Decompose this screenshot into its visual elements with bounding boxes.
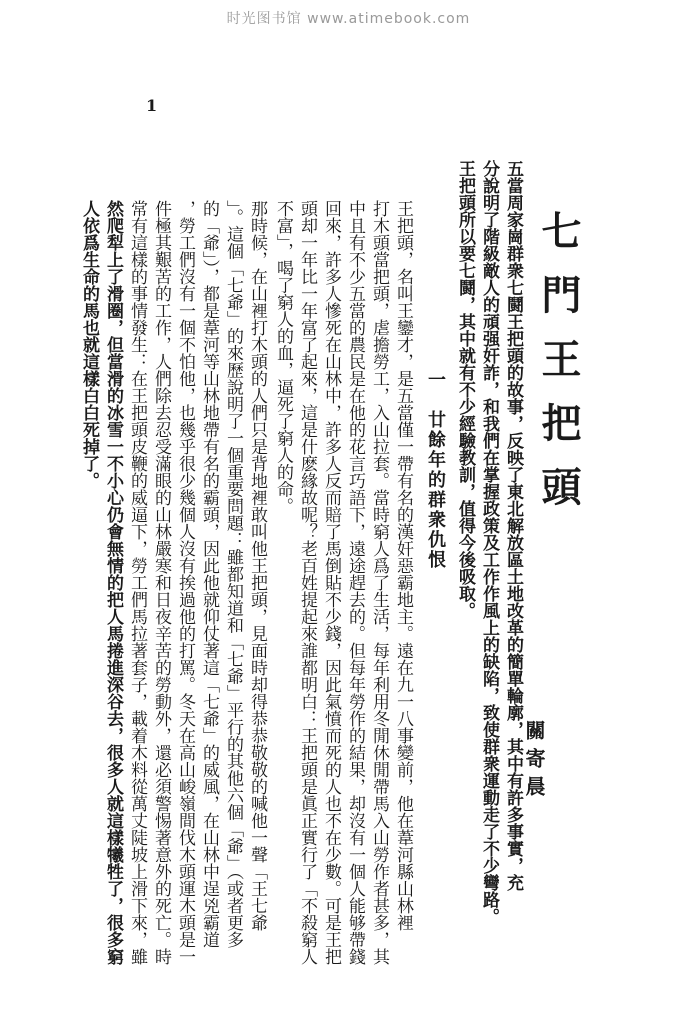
body-line: ，勞工們沒有一個不怕他，也幾乎很少幾個人沒有挨過他的打罵。冬天在高山峻嶺間伐木頭運木頭是一 [175, 200, 195, 965]
body-line: 回來，許多人慘死在山林中，許多人反而賠了馬倒貼不少錢，因此氣憤而死的人也不在少數。可是王把 [321, 200, 341, 965]
body-line: 王把頭，名叫王鑾才，是五當僅一帶有名的漢奸惡霸地主。遠在九一八事變前，他在葦河縣山林裡 [393, 200, 413, 931]
body-line: 常有這樣的事情發生：在王把頭皮鞭的威逼下，勞工們馬拉著套子，載着木料從萬丈陡坡上滑下來，雖 [127, 200, 147, 965]
intro-paragraph-line: 五當周家崗群衆七鬪王把頭的故事，反映了東北解放區土地改革的簡單輪廓，其中有許多事實，充 [503, 160, 523, 891]
body-line: 頭却一年比一年富了起來，這是什麽緣故呢？老百姓提起來誰都明白：王把頭是眞正實行了「不殺窮人 [297, 200, 317, 965]
watermark: 时光图书馆 www.atimebook.com [226, 11, 471, 27]
article-title: 七門王把頭 [535, 210, 582, 530]
page-number: 1 [146, 96, 158, 115]
author-name: 關寄晨 [522, 720, 546, 804]
body-line: 人依爲生命的馬也就這樣白白死掉了。 [79, 200, 99, 489]
body-line: 件極其艱苦的工作，人們除去忍受滿眼的山林嚴寒和日夜辛苦的勞動外，還必須警惕著意外的死亡。時 [151, 200, 171, 965]
body-line: 然爬犁上了滑圈，但當滑的冰雪一不小心仍會無情的把人馬捲進深谷去，很多人就這樣犧牲了，很多窮 [103, 200, 123, 965]
body-line: 打木頭當把頭，虐擔勞工，入山拉套。當時窮人爲了生活，每年利用冬閒休閒帶馬入山勞作者甚多，其 [369, 200, 389, 965]
body-line: 那時候，在山裡打木頭的人們只是背地裡敢叫他王把頭，見面時却得恭恭敬敬的喊他一聲「王七爺 [247, 200, 267, 931]
section-heading: 一 廿餘年的群衆仇恨 [425, 370, 446, 570]
body-line: 」。這個「七爺」的來歷說明了一個重要問題：雖都知道和「七爺」平行的其他六個「爺」（或者更多 [223, 200, 243, 948]
intro-paragraph-line: 分說明了階級敵人的頑强奸詐，和我們在掌握政策及工作作風上的缺陷，致使群衆運動走了不少彎路。 [479, 160, 499, 925]
body-line: 的「爺」），都是葦河等山林地帶有名的霸頭，因此他就仰仗著這「七爺」的威風，在山林中逞兇霸道 [199, 200, 219, 948]
body-line: 不富」，喝了窮人的血，逼死了窮人的命。 [273, 200, 293, 515]
body-line: 中且有不少五當的農民是在他的花言巧語下，遠途趕去的。但每年勞作的結果，却沒有一個人能够帶錢 [345, 200, 365, 965]
intro-paragraph-line: 王把頭所以要七鬪，其中就有不少經驗教訓，值得今後吸取。 [455, 160, 475, 619]
